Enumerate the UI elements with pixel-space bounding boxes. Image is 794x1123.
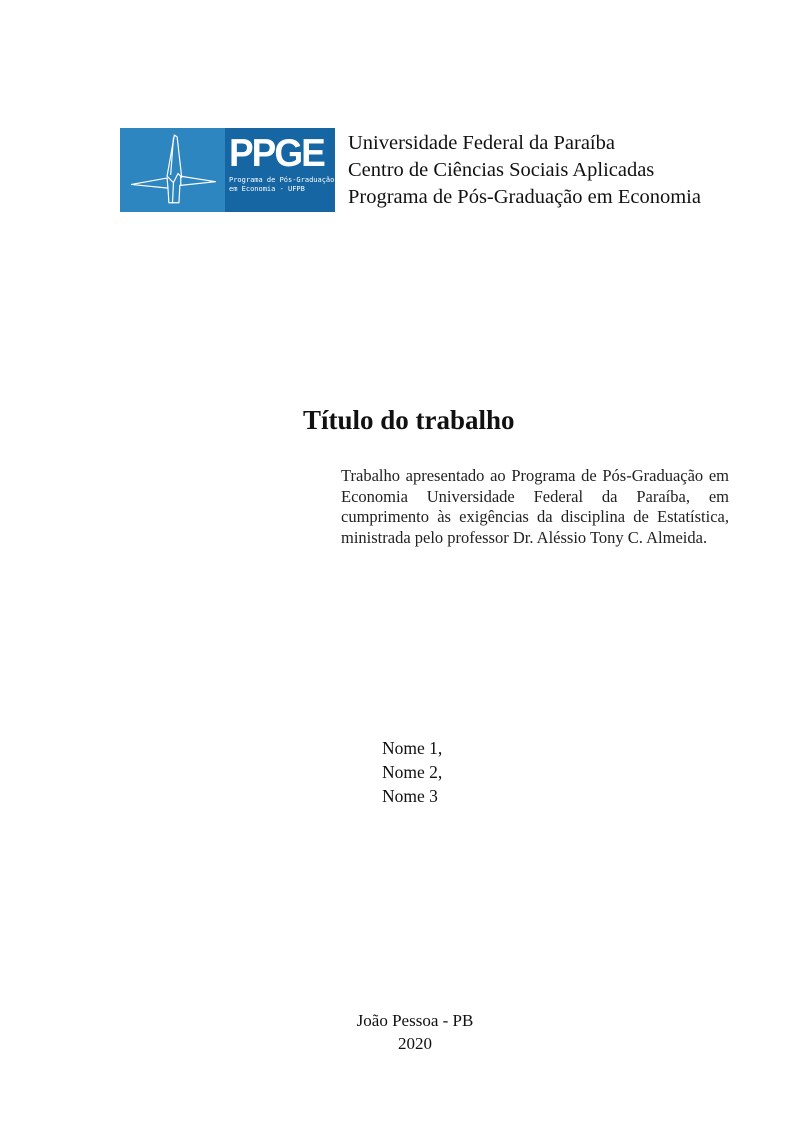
obelisk-monument-icon bbox=[125, 129, 221, 212]
logo-subtitle-line1: Programa de Pós-Graduação bbox=[229, 176, 335, 184]
author-name-3: Nome 3 bbox=[382, 786, 438, 806]
institution-header bbox=[348, 130, 701, 211]
logo-emblem-panel bbox=[120, 128, 225, 212]
footer-location: João Pessoa - PB bbox=[356, 1011, 474, 1030]
page-footer bbox=[120, 1009, 710, 1055]
institution-line-program: Programa de Pós-Graduação em Economia bbox=[348, 186, 701, 208]
institution-line-center: Centro de Ciências Sociais Aplicadas bbox=[348, 159, 655, 181]
author-name-2: Nome 2, bbox=[382, 762, 443, 782]
logo-acronym: PPGE bbox=[229, 131, 324, 175]
authors-list bbox=[382, 736, 442, 808]
page-header bbox=[120, 128, 701, 212]
logo-subtitle-line2: em Economia - UFPB bbox=[229, 184, 305, 193]
footer-year: 2020 bbox=[398, 1034, 432, 1053]
ppge-logo bbox=[120, 128, 335, 212]
logo-subtitle bbox=[229, 176, 334, 193]
logo-text-panel bbox=[225, 128, 335, 212]
document-title: Título do trabalho bbox=[303, 405, 515, 435]
institution-line-university: Universidade Federal da Paraíba bbox=[348, 132, 615, 154]
presentation-note: Trabalho apresentado ao Programa de Pós-Graduação em Economia Universidade Federal da Paraíba, em cumprimento às exigências da disciplina de Estatística, ministrada pelo professor Dr. Aléssio Tony C. Almeida. bbox=[341, 466, 729, 547]
author-name-1: Nome 1, bbox=[382, 738, 443, 758]
